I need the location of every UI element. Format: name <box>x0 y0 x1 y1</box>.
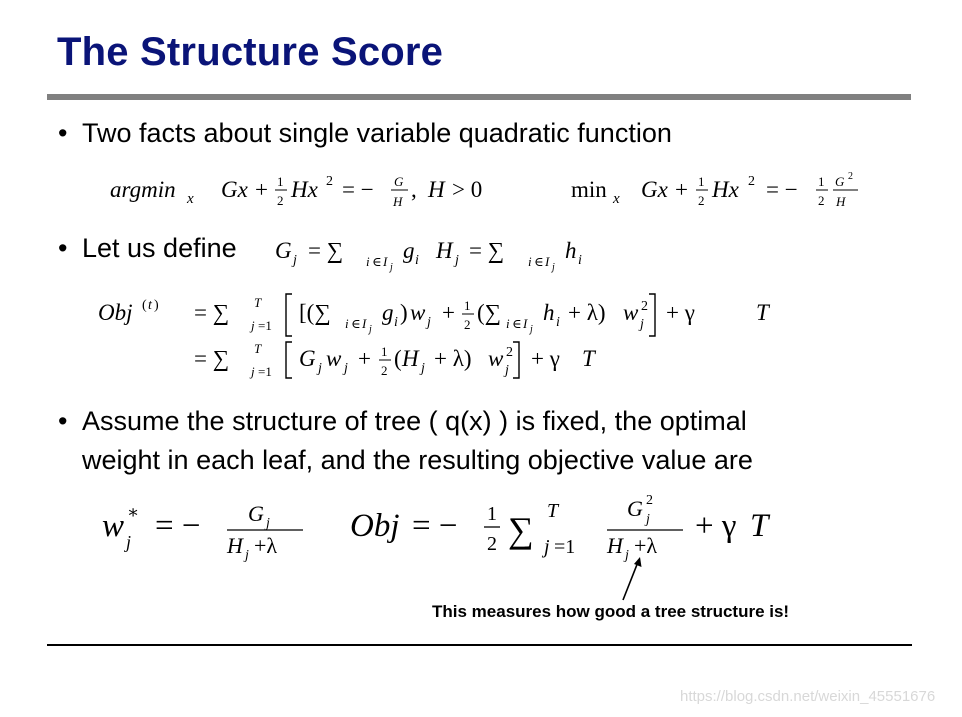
svg-text:T: T <box>756 300 769 325</box>
svg-text:G: G <box>627 496 643 521</box>
svg-text:> 0: > 0 <box>452 177 483 202</box>
svg-text:G: G <box>275 238 292 263</box>
svg-text:h: h <box>565 238 577 263</box>
svg-text:1: 1 <box>487 503 497 525</box>
svg-text:2: 2 <box>487 533 497 555</box>
svg-text:i: i <box>345 316 349 331</box>
svg-text:j: j <box>245 548 249 563</box>
svg-text:= −: = − <box>412 508 458 544</box>
svg-text:1: 1 <box>381 344 388 359</box>
svg-text:T: T <box>582 346 595 371</box>
svg-text:j: j <box>640 317 644 332</box>
gradient-sum-definitions <box>272 228 642 276</box>
svg-text:i: i <box>394 315 398 330</box>
svg-text:T: T <box>254 341 262 356</box>
svg-text:1: 1 <box>818 174 825 189</box>
svg-text:w: w <box>623 300 639 325</box>
svg-text:+ γ: + γ <box>666 300 695 325</box>
svg-text:Hx: Hx <box>291 177 318 202</box>
svg-text:j: j <box>293 253 297 268</box>
svg-text:1: 1 <box>277 174 284 189</box>
svg-text:H: H <box>227 533 243 558</box>
svg-text:w: w <box>326 346 342 371</box>
svg-text:+λ: +λ <box>254 533 278 558</box>
svg-text:min: min <box>571 177 607 202</box>
svg-text:= −: = − <box>766 177 798 202</box>
title-divider <box>47 94 911 100</box>
svg-text:H: H <box>607 533 623 558</box>
svg-text:∑: ∑ <box>508 510 534 550</box>
svg-text:∈: ∈ <box>512 316 522 331</box>
svg-text:+: + <box>358 346 371 371</box>
bullet-dot: • <box>58 406 68 436</box>
svg-text:Hx: Hx <box>712 177 739 202</box>
svg-text:(: ( <box>394 346 402 371</box>
svg-text:j: j <box>344 361 348 376</box>
bullet-let-us-define <box>58 229 237 268</box>
svg-text:2: 2 <box>464 317 471 332</box>
svg-text:j: j <box>251 364 255 379</box>
svg-text:x: x <box>187 191 194 207</box>
svg-text:=1: =1 <box>258 364 272 379</box>
svg-text:H: H <box>393 194 403 209</box>
svg-text:= −: = − <box>342 177 374 202</box>
svg-text:=1: =1 <box>554 536 576 558</box>
svg-text:2: 2 <box>641 299 648 314</box>
svg-text:I: I <box>523 316 528 331</box>
svg-text:Gx: Gx <box>221 177 248 202</box>
svg-text:i: i <box>556 315 560 330</box>
svg-text:+: + <box>255 177 268 202</box>
svg-text:j: j <box>646 512 650 527</box>
svg-text:w: w <box>102 508 125 544</box>
svg-text:[(∑: [(∑ <box>299 300 331 325</box>
svg-text:Gx: Gx <box>641 177 668 202</box>
svg-text:2: 2 <box>326 174 333 189</box>
annotation-text: This measures how good a tree structure is! <box>432 602 790 621</box>
svg-text:= ∑: = ∑ <box>469 238 505 263</box>
svg-text:j: j <box>530 324 533 335</box>
svg-text:j: j <box>544 536 550 558</box>
svg-text:j: j <box>427 315 431 330</box>
svg-text:+ γ: + γ <box>531 346 560 371</box>
bullet-text-continuation: weight in each leaf, and the resulting objective value are <box>82 445 753 475</box>
svg-text:): ) <box>400 300 408 325</box>
svg-text:G: G <box>299 346 316 371</box>
svg-text:j: j <box>421 361 425 376</box>
svg-text:j: j <box>126 532 132 552</box>
svg-text:2: 2 <box>818 193 825 208</box>
svg-text:j: j <box>505 363 509 378</box>
svg-text:∈: ∈ <box>351 316 361 331</box>
svg-text:h: h <box>543 300 555 325</box>
svg-text:(: ( <box>142 298 147 313</box>
svg-text:j: j <box>318 361 322 376</box>
svg-text:): ) <box>154 298 159 313</box>
svg-text:w: w <box>488 346 504 371</box>
svg-text:2: 2 <box>506 345 513 360</box>
svg-text:T: T <box>750 508 769 544</box>
bullet-dot: • <box>58 233 68 263</box>
svg-text:2: 2 <box>748 174 755 189</box>
svg-text:G: G <box>835 174 845 189</box>
svg-text:2: 2 <box>277 193 284 208</box>
svg-text:H: H <box>428 177 445 202</box>
svg-text:1: 1 <box>698 174 705 189</box>
svg-text:(∑: (∑ <box>477 300 502 325</box>
svg-text:j: j <box>455 253 459 268</box>
bullet-quadratic-facts <box>58 114 672 153</box>
svg-text:g: g <box>382 300 394 325</box>
svg-text:Obj: Obj <box>350 508 400 544</box>
svg-text:1: 1 <box>464 298 471 313</box>
svg-text:+ λ): + λ) <box>568 300 606 325</box>
svg-text:j: j <box>552 262 555 273</box>
svg-text:j: j <box>251 318 255 333</box>
svg-text:= ∑: = ∑ <box>194 300 230 325</box>
svg-text:Obj: Obj <box>98 300 133 325</box>
svg-text:I: I <box>362 316 367 331</box>
svg-text:w: w <box>410 300 426 325</box>
objective-rewrite-equations <box>96 290 796 386</box>
bullet-dot: • <box>58 118 68 148</box>
svg-text:G: G <box>248 501 264 526</box>
slide-title: The Structure Score <box>57 30 444 74</box>
svg-text:= −: = − <box>155 508 201 544</box>
svg-text:T: T <box>547 500 559 522</box>
svg-text:j: j <box>390 262 393 273</box>
svg-text:I: I <box>545 254 550 269</box>
svg-text:t: t <box>148 298 152 313</box>
svg-text:j: j <box>625 548 629 563</box>
svg-text:+: + <box>675 177 688 202</box>
svg-text:H: H <box>436 238 453 263</box>
annotation-arrow-icon <box>618 556 648 602</box>
bullet-text: Assume the structure of tree ( q(x) ) is fixed, the optimal <box>82 406 747 436</box>
svg-text:i: i <box>366 254 370 269</box>
bullet-text: Two facts about single variable quadratic function <box>82 118 672 148</box>
bottom-divider <box>47 644 912 646</box>
svg-text:j: j <box>369 324 372 335</box>
svg-text:,: , <box>411 177 417 202</box>
svg-text:T: T <box>254 295 262 310</box>
svg-text:∈: ∈ <box>534 254 544 269</box>
svg-text:2: 2 <box>698 193 705 208</box>
svg-text:g: g <box>403 238 415 263</box>
svg-text:I: I <box>383 254 388 269</box>
svg-text:i: i <box>578 253 582 268</box>
svg-text:+: + <box>442 300 455 325</box>
svg-text:G: G <box>394 174 404 189</box>
svg-text:= ∑: = ∑ <box>194 346 230 371</box>
svg-text:H: H <box>402 346 419 371</box>
svg-text:argmin: argmin <box>110 177 176 202</box>
bullet-text: Let us define <box>82 233 237 263</box>
svg-text:i: i <box>506 316 510 331</box>
svg-text:H: H <box>836 194 846 209</box>
svg-text:2: 2 <box>848 171 853 182</box>
svg-text:= ∑: = ∑ <box>308 238 344 263</box>
svg-text:+λ: +λ <box>634 533 658 558</box>
svg-text:∗: ∗ <box>127 502 140 522</box>
svg-text:x: x <box>613 191 620 207</box>
svg-text:=1: =1 <box>258 318 272 333</box>
svg-text:+ λ): + λ) <box>434 346 472 371</box>
quadratic-facts-equations <box>108 168 898 218</box>
optimal-weight-objective-equations <box>100 490 800 570</box>
svg-text:∈: ∈ <box>372 254 382 269</box>
svg-text:2: 2 <box>646 493 653 508</box>
bullet-assume-structure <box>58 402 753 480</box>
svg-text:2: 2 <box>381 363 388 378</box>
watermark: https://blog.csdn.net/weixin_45551676 <box>680 688 936 705</box>
svg-text:i: i <box>415 253 419 268</box>
svg-text:i: i <box>528 254 532 269</box>
svg-text:+ γ: + γ <box>695 508 737 544</box>
svg-text:j: j <box>266 516 270 531</box>
